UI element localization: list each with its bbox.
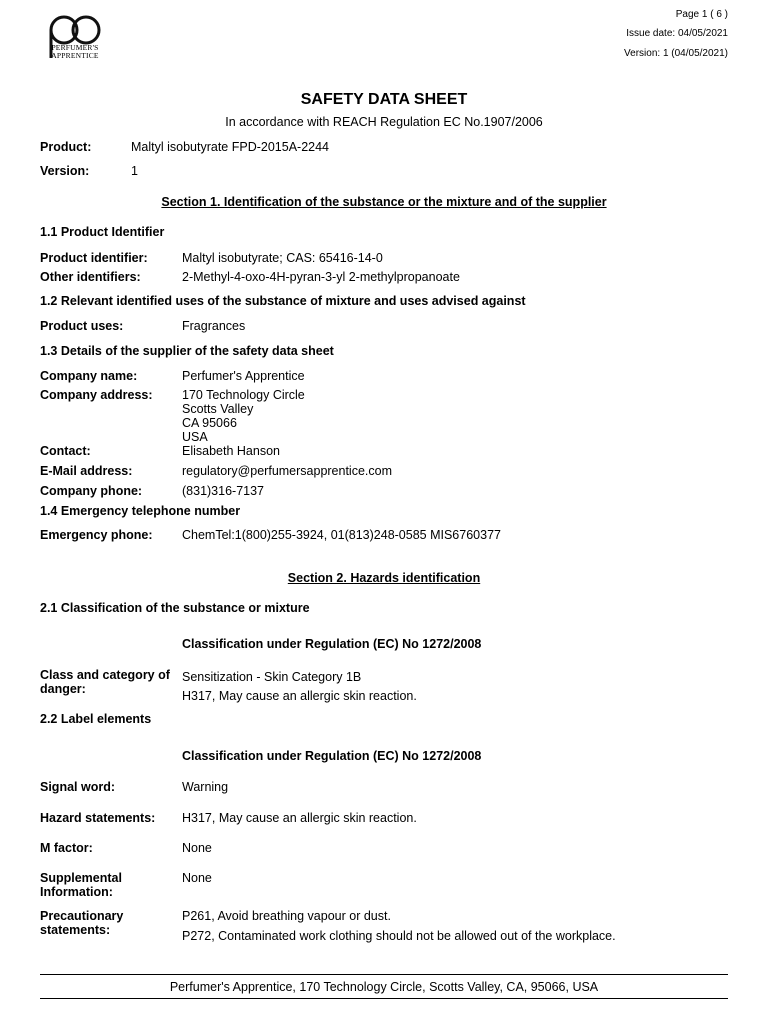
contact-value: Elisabeth Hanson xyxy=(182,444,280,458)
signal-word-value: Warning xyxy=(182,780,229,794)
footer-rule-bottom xyxy=(40,998,728,999)
section-2-heading: Section 2. Hazards identification xyxy=(287,571,481,585)
company-name-label: Company name: xyxy=(40,369,138,383)
subsection-1-4: 1.4 Emergency telephone number xyxy=(40,504,241,518)
footer-rule-top xyxy=(40,974,728,975)
precautionary-label-line1: Precautionary xyxy=(40,909,124,923)
hazard-statements-label: Hazard statements: xyxy=(40,811,156,825)
section-1-heading: Section 1. Identification of the substance or the mixture and of the supplier xyxy=(161,195,607,209)
address-line-2: Scotts Valley xyxy=(182,402,254,416)
version-label: Version: xyxy=(40,164,90,178)
class-value-2: H317, May cause an allergic skin reaction. xyxy=(182,689,417,703)
subsection-1-2: 1.2 Relevant identified uses of the substance of mixture and uses advised against xyxy=(40,294,526,308)
company-phone-value: (831)316-7137 xyxy=(182,484,265,498)
company-phone-label: Company phone: xyxy=(40,484,143,498)
other-identifiers-label: Other identifiers: xyxy=(40,270,141,284)
class-label-line2: danger: xyxy=(40,682,86,696)
version-value: 1 xyxy=(131,164,138,178)
email-value: regulatory@perfumersapprentice.com xyxy=(182,464,393,478)
logo-text-line2: APPRENTICE xyxy=(51,51,99,60)
classification-heading-2: Classification under Regulation (EC) No 1272/2008 xyxy=(182,749,482,763)
product-value: Maltyl isobutyrate FPD-2015A-2244 xyxy=(131,140,330,154)
contact-label: Contact: xyxy=(40,444,91,458)
footer-text: Perfumer's Apprentice, 170 Technology Circle, Scotts Valley, CA, 95066, USA xyxy=(169,980,599,994)
version-info: Version: 1 (04/05/2021) xyxy=(624,48,728,59)
product-uses-value: Fragrances xyxy=(182,319,246,333)
supplemental-label-line2: Information: xyxy=(40,885,113,899)
document-subtitle: In accordance with REACH Regulation EC No.1907/2006 xyxy=(225,115,543,129)
company-address-label: Company address: xyxy=(40,388,153,402)
issue-date: Issue date: 04/05/2021 xyxy=(626,28,728,39)
subsection-2-2: 2.2 Label elements xyxy=(40,712,152,726)
address-line-1: 170 Technology Circle xyxy=(182,388,305,402)
subsection-1-3: 1.3 Details of the supplier of the safety data sheet xyxy=(40,344,334,358)
precautionary-label-line2: statements: xyxy=(40,923,111,937)
emergency-phone-value: ChemTel:1(800)255-3924, 01(813)248-0585 MIS6760377 xyxy=(182,528,501,542)
logo-text-line1: PERFUMER'S xyxy=(51,43,99,52)
signal-word-label: Signal word: xyxy=(40,780,115,794)
email-label: E-Mail address: xyxy=(40,464,133,478)
subsection-1-1: 1.1 Product Identifier xyxy=(40,225,165,239)
class-value-1: Sensitization - Skin Category 1B xyxy=(182,670,362,684)
supplemental-label-line1: Supplemental xyxy=(40,871,122,885)
address-line-3: CA 95066 xyxy=(182,416,237,430)
emergency-phone-label: Emergency phone: xyxy=(40,528,153,542)
product-identifier-value: Maltyl isobutyrate; CAS: 65416-14-0 xyxy=(182,251,383,265)
page-number: Page 1 ( 6 ) xyxy=(675,9,728,20)
product-uses-label: Product uses: xyxy=(40,319,124,333)
class-label-line1: Class and category of xyxy=(40,668,170,682)
precautionary-value-2: P272, Contaminated work clothing should not be allowed out of the workplace. xyxy=(182,929,616,943)
hazard-statements-value: H317, May cause an allergic skin reaction. xyxy=(182,811,417,825)
product-identifier-label: Product identifier: xyxy=(40,251,148,265)
company-name-value: Perfumer's Apprentice xyxy=(182,369,305,383)
other-identifiers-value: 2-Methyl-4-oxo-4H-pyran-3-yl 2-methylpropanoate xyxy=(182,270,460,284)
product-label: Product: xyxy=(40,140,92,154)
m-factor-value: None xyxy=(182,841,212,855)
supplemental-value: None xyxy=(182,871,212,885)
precautionary-value-1: P261, Avoid breathing vapour or dust. xyxy=(182,909,391,923)
address-line-4: USA xyxy=(182,430,208,444)
classification-heading-1: Classification under Regulation (EC) No 1272/2008 xyxy=(182,637,482,651)
document-title: SAFETY DATA SHEET xyxy=(300,91,468,108)
subsection-2-1: 2.1 Classification of the substance or mixture xyxy=(40,601,310,615)
m-factor-label: M factor: xyxy=(40,841,93,855)
